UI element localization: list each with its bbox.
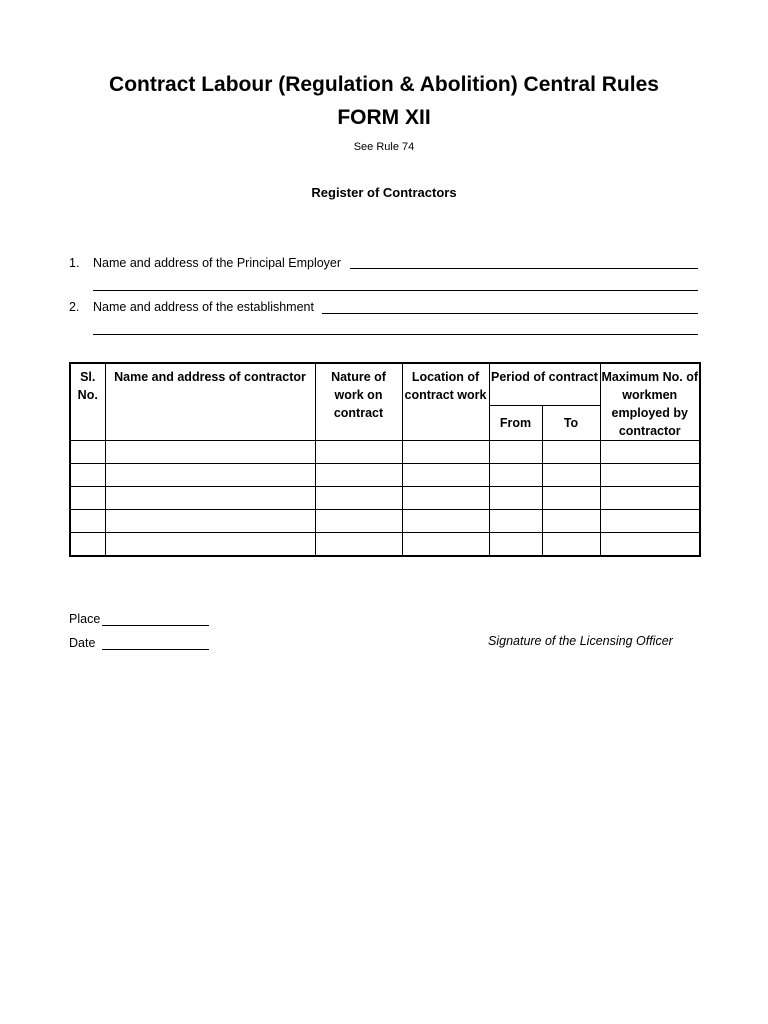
header-period: Period of contract xyxy=(489,363,600,405)
rule-reference: See Rule 74 xyxy=(353,141,415,153)
table-cell[interactable] xyxy=(489,464,542,487)
table-cell[interactable] xyxy=(600,441,700,464)
table-cell[interactable] xyxy=(105,510,315,533)
table-cell[interactable] xyxy=(489,487,542,510)
item-number: 1. xyxy=(69,256,80,270)
register-title: Register of Contractors xyxy=(311,185,457,200)
table-row xyxy=(70,533,700,557)
table-cell[interactable] xyxy=(402,464,489,487)
table-row xyxy=(70,510,700,533)
table-cell[interactable] xyxy=(105,441,315,464)
contractors-register-table xyxy=(69,362,701,557)
table-cell[interactable] xyxy=(542,441,600,464)
table-row xyxy=(70,441,700,464)
table-cell[interactable] xyxy=(600,487,700,510)
header-max-workmen: Maximum No. of workmen employed by contractor xyxy=(600,363,700,441)
item-label: Name and address of the Principal Employer xyxy=(93,256,342,270)
table-cell[interactable] xyxy=(105,464,315,487)
header-from: From xyxy=(489,405,542,440)
table-cell[interactable] xyxy=(600,510,700,533)
place-label: Place xyxy=(69,612,101,626)
date-label: Date xyxy=(69,636,96,650)
form-title: Contract Labour (Regulation & Abolition) Central Rules xyxy=(109,73,659,96)
table-cell[interactable] xyxy=(70,441,105,464)
table-cell[interactable] xyxy=(315,441,402,464)
table-row xyxy=(70,464,700,487)
table-cell[interactable] xyxy=(70,464,105,487)
place-fill-line[interactable] xyxy=(102,625,209,626)
table-cell[interactable] xyxy=(542,464,600,487)
table-cell[interactable] xyxy=(105,487,315,510)
table-row xyxy=(70,487,700,510)
header-to: To xyxy=(542,405,600,440)
table-cell[interactable] xyxy=(70,510,105,533)
table-cell[interactable] xyxy=(489,510,542,533)
fill-line[interactable] xyxy=(93,334,698,335)
item-number: 2. xyxy=(69,300,80,314)
table-cell[interactable] xyxy=(542,487,600,510)
table-cell[interactable] xyxy=(315,487,402,510)
table-cell[interactable] xyxy=(315,464,402,487)
table-cell[interactable] xyxy=(600,464,700,487)
table-cell[interactable] xyxy=(402,441,489,464)
table-cell[interactable] xyxy=(402,533,489,557)
header-sl-no: Sl. No. xyxy=(70,363,105,441)
form-number: FORM XII xyxy=(337,106,431,129)
table-cell[interactable] xyxy=(70,533,105,557)
header-nature-of-work: Nature of work on contract xyxy=(315,363,402,441)
signature-label: Signature of the Licensing Officer xyxy=(488,634,673,648)
table-cell[interactable] xyxy=(542,510,600,533)
table-cell[interactable] xyxy=(70,487,105,510)
table-cell[interactable] xyxy=(315,533,402,557)
table-cell[interactable] xyxy=(600,533,700,557)
table-cell[interactable] xyxy=(402,487,489,510)
fill-line[interactable] xyxy=(93,290,698,291)
table-cell[interactable] xyxy=(489,441,542,464)
date-fill-line[interactable] xyxy=(102,649,209,650)
table-cell[interactable] xyxy=(105,533,315,557)
header-name-address: Name and address of contractor xyxy=(105,363,315,441)
table-cell[interactable] xyxy=(402,510,489,533)
fill-line[interactable] xyxy=(322,313,698,314)
table-cell[interactable] xyxy=(542,533,600,557)
table-cell[interactable] xyxy=(315,510,402,533)
fill-line[interactable] xyxy=(350,268,698,269)
header-location: Location of contract work xyxy=(402,363,489,441)
table-cell[interactable] xyxy=(489,533,542,557)
item-label: Name and address of the establishment xyxy=(93,300,314,314)
